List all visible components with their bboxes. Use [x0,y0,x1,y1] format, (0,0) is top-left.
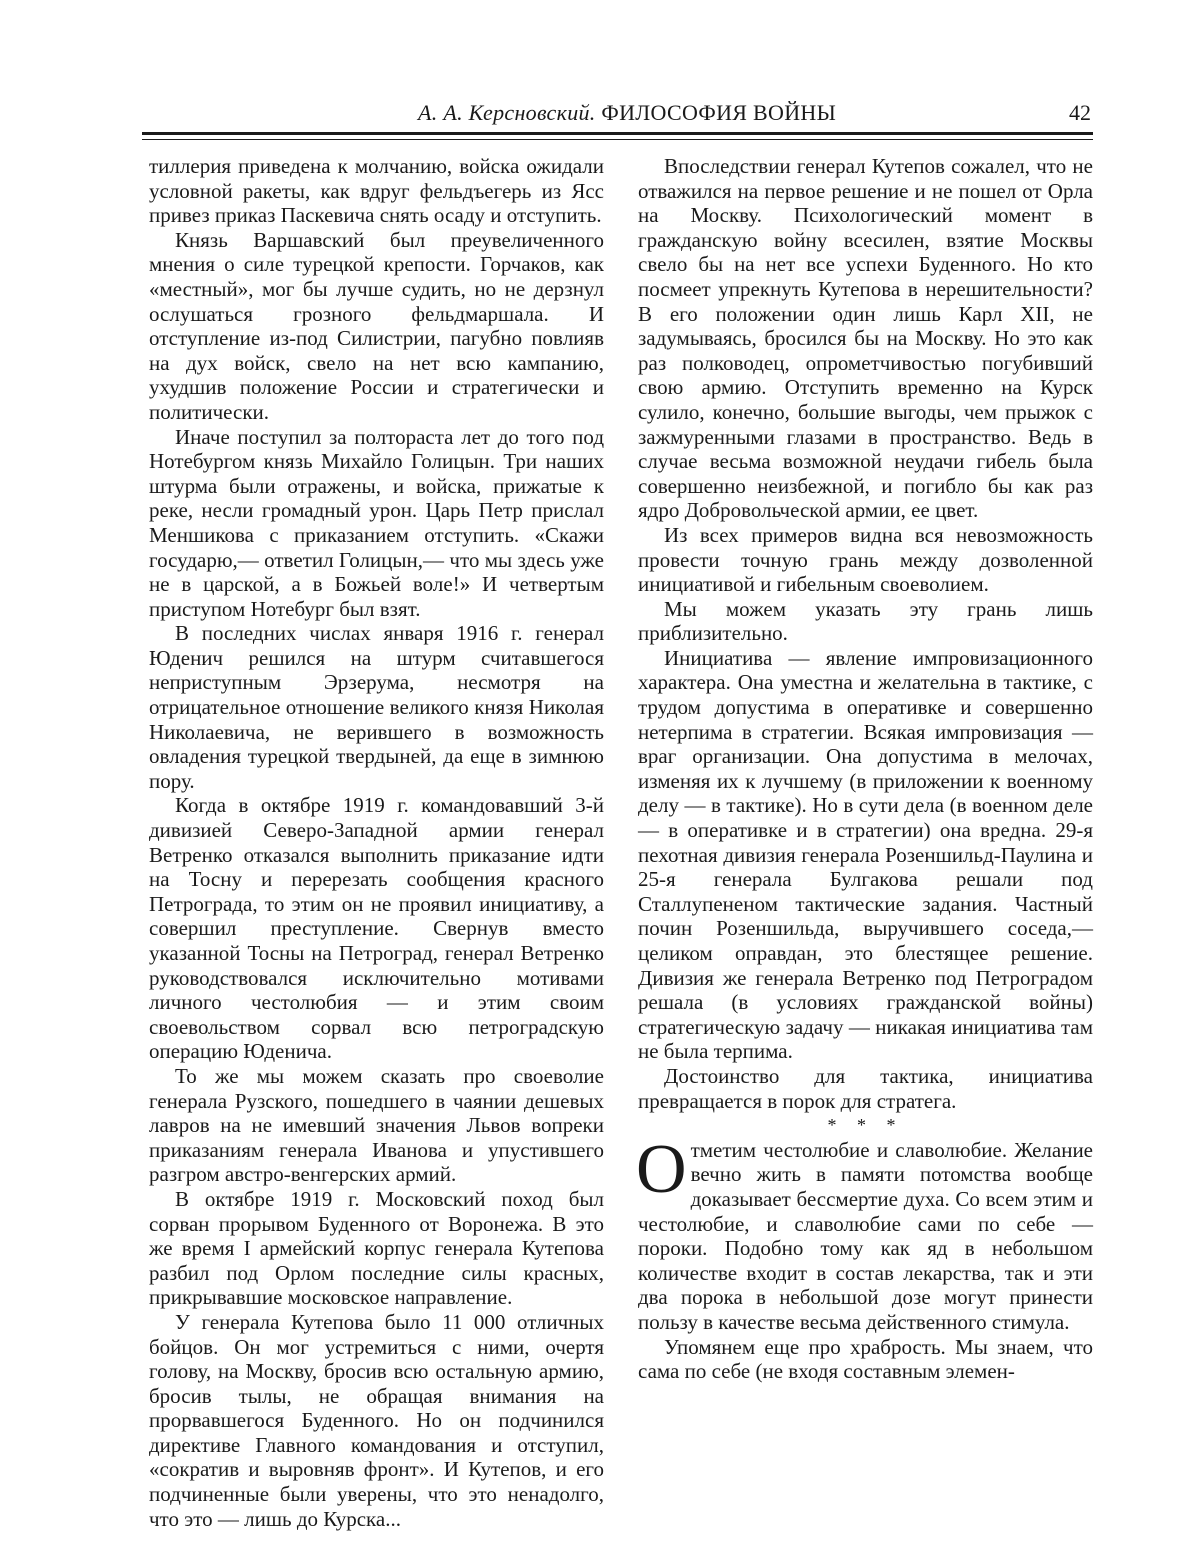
paragraph: Инициатива — явление импровизационного характера. Она уместна и желательна в тактике, с трудом допустима в оперативке и совершенно нетерпима в стратегии. Всякая импровизация — враг организации. Она допустима в мелочах, изменяя их к лучшему (в приложении к военному делу — в тактике). Но в сути дела (в военном деле — в оперативке и в стратегии) она вредна. 29-я пехотная дивизия генерала Розеншильд-Паулина и 25-я генерала Булгакова решали под Сталлупененом тактические задания. Частный почин Розеншильда, выручившего соседа,— целиком оправдан, это блестящее решение. Дивизия же генерала Ветренко под Петроградом решала (в условиях гражданской войны) стратегическую задачу — никакая инициатива там не была терпима. [638,645,1093,1064]
paragraph: Когда в октябре 1919 г. командовавший 3-й дивизией Северо-Западной армии генерал Ветренко отказался выполнить приказание идти на Тосну и перерезать сообщения красного Петрограда, то этим он не проявил инициативу, а совершил преступление. Свернув вместо указанной Тосны на Петроград, генерал Ветренко руководствовался исключительно мотивами личного честолюбия — и этим своим своевольством сорвал всю петроградскую операцию Юденича. [149,793,604,1064]
dropcap-paragraph [636,1130,1093,1335]
left-column [149,154,604,1531]
paragraph: Иначе поступил за полтораста лет до того под Нотебургом князь Михайло Голицын. Три наших штурма были отражены, и войска, прижатые к реке, несли громадный урон. Царь Петр прислал Меншикова с приказанием отступить. «Скажи государю,— ответил Голицын,— что мы здесь уже не в царской, а в Божьей воле!» И четвертым приступом Нотебург был взят. [149,424,604,621]
right-column [638,154,1093,1384]
paragraph: У генерала Кутепова было 11 000 отличных бойцов. Он мог устремиться с ними, очертя голову, на Москву, бросив всю остальную армию, бросив тылы, не обращая внимания на прорвавшегося Буденного. Но он подчинился директиве Главного командования и отступил, «сократив и выровняв фронт». И Кутепов, и его подчиненные были уверены, что это ненадолго, что это — лишь до Курска... [149,1309,604,1531]
page-number: 42 [1069,100,1091,125]
paragraph: Впоследствии генерал Кутепов сожалел, что не отважился на первое решение и не пошел от Орла на Москву. Психологический момент в гражданскую войну всесилен, взятие Москвы свело бы на нет все успехи Буденного. Но кто посмеет упрекнуть Кутепова в нерешительности? В его положении один лишь Карл XII, не задумываясь, бросился бы на Москву. Но это как раз полководец, опрометчивостью погубивший свою армию. Отступить временно на Курск сулило, конечно, большие выгоды, чем прыжок с зажмуренными глазами в пространство. Ведь в случае весьма возможной неудачи гибель была совершенно неизбежной, и погибло бы как раз ядро Добровольческой армии, ее цвет. [638,154,1093,523]
dropcap-paragraph-text: тметим честолюбие и славолюбие. Желание вечно жить в памяти потомства вообще доказывает бессмертие духа. Со всем этим и честолюбие, и славолюбие сами по себе — пороки. Подобно тому как яд в небольшом количестве входит в состав лекарства, так и эти два порока в небольшой дозе могут принести пользу в качестве весьма действенного стимула. [638,1137,1093,1334]
paragraph: То же мы можем сказать про своеволие генерала Рузского, пошедшего в чаянии дешевых лавров на не имевший значения Львов вопреки приказаниям генерала Иванова и упустившего разгром австро-венгерских армий. [149,1063,604,1187]
paragraph: Из всех примеров видна вся невозможность провести точную грань между дозволенной инициативой и гибельным своеволием. [638,522,1093,597]
paragraph: Мы можем указать эту грань лишь приблизительно. [638,596,1093,646]
header-author: А. А. Керсновский. [418,100,596,125]
paragraph: Князь Варшавский был преувеличенного мнения о силе турецкой крепости. Горчаков, как «местный», мог бы лучше судить, но не дерзнул ослушаться грозного фельдмаршала. И отступление из-под Силистрии, пагубно повлияв на дух войск, свело на нет всю кампанию, ухудшив положение России и стратегически и политически. [149,227,604,424]
header-title [418,100,836,126]
section-separator: * * * [827,1115,904,1136]
paragraph: тиллерия приведена к молчанию, войска ожидали условной ракеты, как вдруг фельдъегерь из Ясс привез приказ Паскевича снять осаду и отступить. [149,154,604,228]
paragraph: Упомянем еще про храбрость. Мы знаем, что сама по себе (не входя составным элемен- [638,1334,1093,1384]
paragraph: Достоинство для тактика, инициатива превращается в порок для стратега. [638,1063,1093,1113]
header-book-title: ФИЛОСОФИЯ ВОЙНЫ [601,100,837,125]
drop-cap: О [636,1130,687,1208]
paragraph: В последних числах января 1916 г. генерал Юденич решился на штурм считавшегося неприступным Эрзерума, несмотря на отрицательное отношение великого князя Николая Николаевича, не верившего в возможность овладения турецкой твердыней, да еще в зимнюю пору. [149,621,604,793]
header-rule-thick [142,132,1093,135]
header-rule-thin [142,139,1093,140]
running-header [148,98,1093,128]
paragraph: В октябре 1919 г. Московский поход был сорван прорывом Буденного от Воронежа. В это же время I армейский корпус генерала Кутепова разбил под Орлом последние силы красных, прикрывавшие московское направление. [149,1186,604,1310]
